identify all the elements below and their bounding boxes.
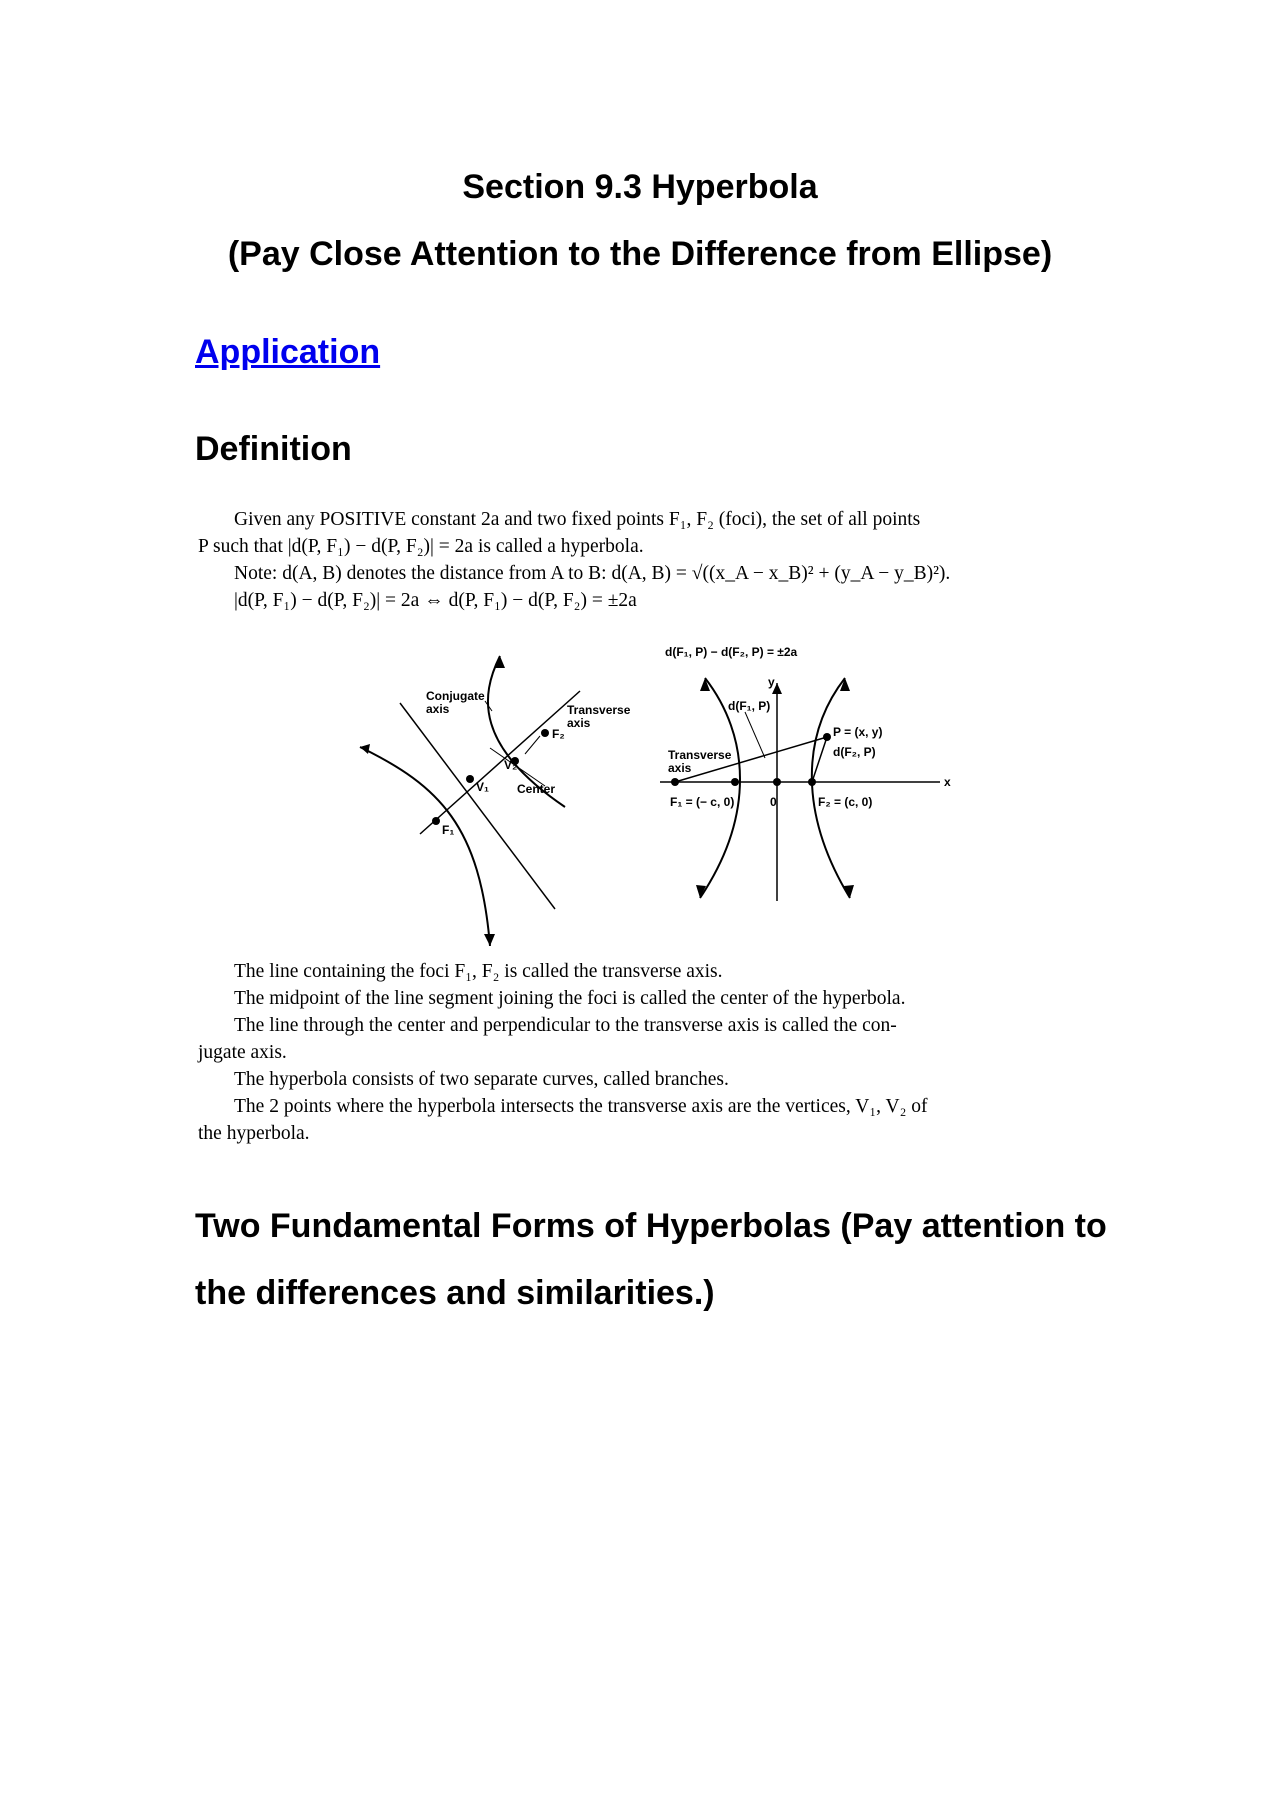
definition-text xyxy=(198,506,1093,614)
definition-line-1: Given any POSITIVE constant 2a and two fixed points F₁, F₂ (foci), the set of all points xyxy=(234,509,921,530)
properties-line-5: The hyperbola consists of two separate curves, called branches. xyxy=(234,1069,729,1090)
x-axis-label: x xyxy=(944,775,951,789)
transverse-axis-label: Transverse axis xyxy=(567,703,631,730)
definition-line-2: P such that |d(P, F₁) − d(P, F₂)| = 2a is called a hyperbola. xyxy=(198,536,644,557)
definition-equivalence-line: |d(P, F₁) − d(P, F₂)| = 2a ⇔ d(P, F₁) − d(P, F₂) = ±2a xyxy=(234,590,637,611)
center-label: Center xyxy=(517,782,556,796)
application-link[interactable]: Application xyxy=(195,333,381,371)
definition-note-line: Note: d(A, B) denotes the distance from A to B: d(A, B) = √((x_A − x_B)² + (y_A − y_B)²). xyxy=(234,563,951,584)
f1-label: F₁ xyxy=(442,823,455,837)
page-subtitle: (Pay Close Attention to the Difference from Ellipse) xyxy=(227,235,1053,273)
page-title: Section 9.3 Hyperbola xyxy=(462,168,818,206)
properties-line-1: The line containing the foci F₁, F₂ is called the transverse axis. xyxy=(234,961,723,982)
f2-label: F₂ xyxy=(552,727,565,741)
f2-coordinate-label: F₂ = (c, 0) xyxy=(818,795,873,809)
right-v1-dot xyxy=(731,778,739,786)
properties-line-4: jugate axis. xyxy=(198,1042,287,1063)
properties-line-2: The midpoint of the line segment joining the foci is called the center of the hyperbola. xyxy=(234,988,906,1009)
origin-dot xyxy=(773,778,781,786)
right-equation: d(F₁, P) − d(F₂, P) = ±2a xyxy=(665,645,798,659)
hyperbola-figure xyxy=(330,636,1090,946)
v1-label: V₁ xyxy=(476,780,489,794)
origin-label: 0 xyxy=(770,795,777,809)
definition-heading: Definition xyxy=(195,430,352,468)
f1-coordinate-label: F₁ = (− c, 0) xyxy=(670,795,735,809)
v2-label: V₂ xyxy=(504,758,518,772)
y-axis-label: y xyxy=(768,675,775,689)
point-p-dot xyxy=(823,733,831,741)
forms-heading: Two Fundamental Forms of Hyperbolas (Pay attention to the differences and similarities.) xyxy=(195,1207,1107,1312)
d-f1-p-label: d(F₁, P) xyxy=(728,699,771,713)
properties-text xyxy=(198,958,1093,1147)
vertex-v1-dot xyxy=(466,775,474,783)
focus-f2-dot xyxy=(541,729,549,737)
point-p-label: P = (x, y) xyxy=(833,725,883,739)
focus-f1-dot xyxy=(432,817,440,825)
right-v2-dot xyxy=(808,778,816,786)
properties-line-7: the hyperbola. xyxy=(198,1123,310,1144)
conjugate-axis-label: Conjugate axis xyxy=(426,689,485,716)
right-f1-dot xyxy=(671,778,679,786)
properties-line-3: The line through the center and perpendicular to the transverse axis is called the con- xyxy=(234,1015,897,1036)
d-f2-p-label: d(F₂, P) xyxy=(833,745,876,759)
properties-line-6: The 2 points where the hyperbola intersects the transverse axis are the vertices, V₁, V₂ of xyxy=(234,1096,928,1117)
right-transverse-axis-label: Transverse axis xyxy=(668,748,732,775)
